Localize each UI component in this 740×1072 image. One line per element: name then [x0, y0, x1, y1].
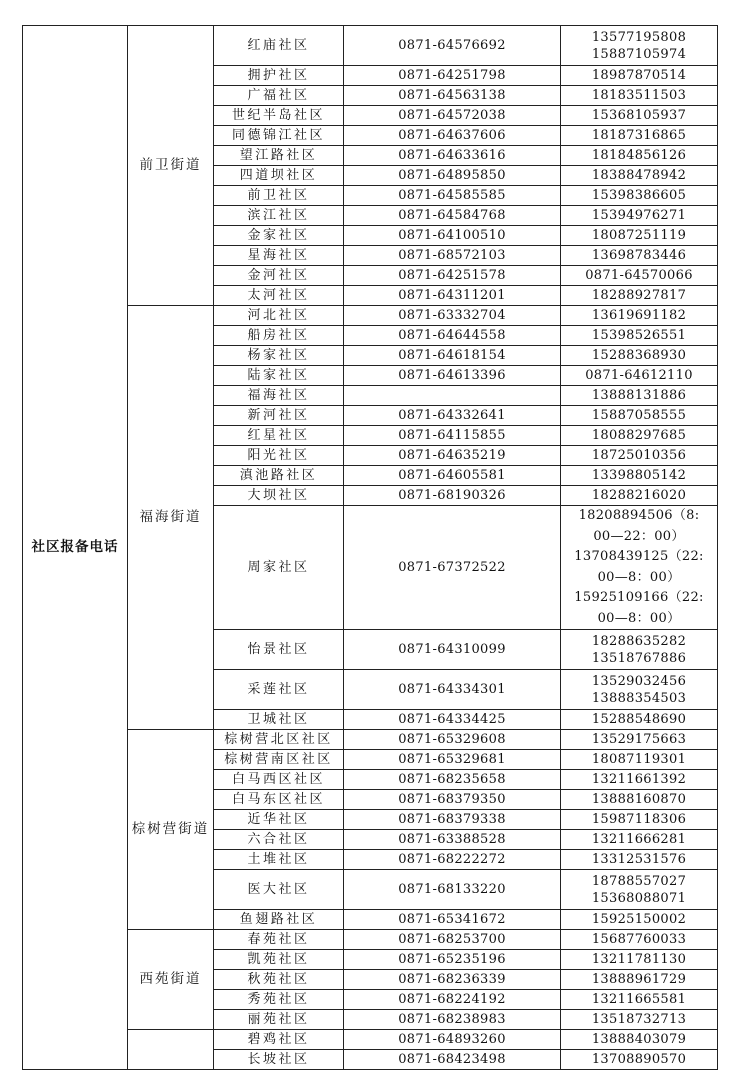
office-phone-cell: 0871-68572103 — [344, 246, 561, 266]
mobile-phone-cell — [561, 630, 718, 670]
mobile-phone-line: 00—8：00） — [597, 569, 681, 585]
mobile-phone-cell — [561, 86, 718, 106]
community-name-cell: 周家社区 — [214, 506, 344, 630]
office-phone-cell: 0871-64633616 — [344, 146, 561, 166]
mobile-phone-line: 13398805142 — [591, 468, 687, 483]
community-name-cell: 红星社区 — [214, 426, 344, 446]
office-phone-cell: 0871-64251798 — [344, 66, 561, 86]
street-cell: 西苑街道 — [128, 930, 214, 1030]
community-name-cell: 广福社区 — [214, 86, 344, 106]
community-name-cell: 世纪半岛社区 — [214, 106, 344, 126]
office-phone-cell: 0871-68253700 — [344, 930, 561, 950]
mobile-phone-line: 13211665581 — [591, 992, 687, 1007]
office-phone-cell: 0871-64644558 — [344, 326, 561, 346]
office-phone-cell: 0871-68222272 — [344, 850, 561, 870]
mobile-phone-line: 15368088071 — [591, 890, 687, 906]
mobile-phone-cell — [561, 366, 718, 386]
community-name-cell: 前卫社区 — [214, 186, 344, 206]
office-phone-cell: 0871-64334301 — [344, 670, 561, 710]
mobile-phone-cell — [561, 126, 718, 146]
mobile-phone-line: 18183511503 — [591, 88, 687, 103]
office-phone-cell: 0871-64613396 — [344, 366, 561, 386]
street-cell: 福海街道 — [128, 306, 214, 730]
office-phone-cell: 0871-64100510 — [344, 226, 561, 246]
office-phone-cell: 0871-67372522 — [344, 506, 561, 630]
mobile-phone-cell — [561, 790, 718, 810]
community-name-cell: 船房社区 — [214, 326, 344, 346]
mobile-phone-cell — [561, 830, 718, 850]
table-body — [23, 26, 718, 1070]
mobile-phone-line: 15687760033 — [591, 932, 687, 947]
mobile-phone-cell — [561, 166, 718, 186]
community-name-cell: 阳光社区 — [214, 446, 344, 466]
mobile-phone-cell — [561, 426, 718, 446]
mobile-phone-cell — [561, 506, 718, 630]
mobile-phone-line: 18088297685 — [591, 428, 687, 443]
community-name-cell: 土堆社区 — [214, 850, 344, 870]
office-phone-cell: 0871-64893260 — [344, 1030, 561, 1050]
office-phone-cell: 0871-68238983 — [344, 1010, 561, 1030]
office-phone-cell: 0871-65235196 — [344, 950, 561, 970]
community-name-cell: 同德锦江社区 — [214, 126, 344, 146]
mobile-phone-cell — [561, 910, 718, 930]
mobile-phone-line: 13529175663 — [591, 732, 687, 747]
mobile-phone-line: 15925109166（22: — [574, 590, 704, 605]
mobile-phone-line: 18087251119 — [591, 228, 687, 243]
mobile-phone-line: 13577195808 — [591, 29, 687, 45]
mobile-phone-line: 18288927817 — [591, 288, 687, 303]
mobile-phone-line: 13518732713 — [591, 1012, 687, 1027]
mobile-phone-cell — [561, 386, 718, 406]
mobile-phone-line: 15398386605 — [591, 188, 687, 203]
mobile-phone-line: 18725010356 — [591, 448, 687, 463]
office-phone-cell: 0871-64332641 — [344, 406, 561, 426]
mobile-phone-cell — [561, 246, 718, 266]
community-name-cell: 金河社区 — [214, 266, 344, 286]
mobile-phone-cell — [561, 446, 718, 466]
community-name-cell: 采莲社区 — [214, 670, 344, 710]
table-row — [23, 930, 718, 950]
mobile-phone-cell — [561, 1050, 718, 1070]
mobile-phone-cell — [561, 870, 718, 910]
office-phone-cell: 0871-68379350 — [344, 790, 561, 810]
office-phone-cell: 0871-64618154 — [344, 346, 561, 366]
office-phone-cell: 0871-68224192 — [344, 990, 561, 1010]
mobile-phone-cell — [561, 1010, 718, 1030]
mobile-phone-line: 13888961729 — [591, 972, 687, 987]
mobile-phone-cell — [561, 670, 718, 710]
mobile-phone-line: 15925150002 — [591, 912, 687, 927]
mobile-phone-cell — [561, 306, 718, 326]
mobile-phone-cell — [561, 186, 718, 206]
mobile-phone-cell — [561, 226, 718, 246]
community-name-cell: 陆家社区 — [214, 366, 344, 386]
mobile-phone-line: 13619691182 — [591, 308, 687, 323]
mobile-phone-line: 18208894506（8: — [578, 508, 700, 523]
community-name-cell: 星海社区 — [214, 246, 344, 266]
street-cell: 前卫街道 — [128, 26, 214, 306]
mobile-phone-cell — [561, 106, 718, 126]
office-phone-cell: 0871-64584768 — [344, 206, 561, 226]
mobile-phone-line: 13708439125（22: — [574, 549, 704, 564]
mobile-phone-line: 13211666281 — [591, 832, 687, 847]
office-phone-cell: 0871-68236339 — [344, 970, 561, 990]
mobile-phone-line: 13708890570 — [591, 1052, 687, 1067]
mobile-phone-line: 13529032456 — [591, 673, 687, 689]
mobile-phone-cell — [561, 850, 718, 870]
mobile-phone-line: 18288216020 — [591, 488, 687, 503]
office-phone-cell: 0871-64585585 — [344, 186, 561, 206]
office-phone-cell: 0871-64251578 — [344, 266, 561, 286]
mobile-phone-line: 15288548690 — [591, 712, 687, 727]
mobile-phone-cell — [561, 206, 718, 226]
mobile-phone-line: 13698783446 — [591, 248, 687, 263]
mobile-phone-line: 18388478942 — [591, 168, 687, 183]
mobile-phone-cell — [561, 750, 718, 770]
table-label-cell: 社区报备电话 — [23, 26, 128, 1070]
community-name-cell: 滨江社区 — [214, 206, 344, 226]
mobile-phone-line: 13312531576 — [591, 852, 687, 867]
office-phone-cell: 0871-64115855 — [344, 426, 561, 446]
community-name-cell: 红庙社区 — [214, 26, 344, 66]
table-row — [23, 730, 718, 750]
mobile-phone-line: 18187316865 — [591, 128, 687, 143]
mobile-phone-line: 13888354503 — [591, 690, 687, 706]
mobile-phone-line: 15398526551 — [591, 328, 687, 343]
mobile-phone-line: 0871-64612110 — [585, 368, 693, 383]
community-name-cell: 新河社区 — [214, 406, 344, 426]
mobile-phone-cell — [561, 26, 718, 66]
community-name-cell: 棕树营北区社区 — [214, 730, 344, 750]
mobile-phone-cell — [561, 266, 718, 286]
office-phone-cell: 0871-65329608 — [344, 730, 561, 750]
mobile-phone-cell — [561, 770, 718, 790]
community-name-cell: 近华社区 — [214, 810, 344, 830]
office-phone-cell: 0871-64635219 — [344, 446, 561, 466]
mobile-phone-cell — [561, 146, 718, 166]
office-phone-cell: 0871-68423498 — [344, 1050, 561, 1070]
office-phone-cell: 0871-64334425 — [344, 710, 561, 730]
community-phone-table — [22, 25, 718, 1070]
mobile-phone-line: 18184856126 — [591, 148, 687, 163]
community-name-cell: 滇池路社区 — [214, 466, 344, 486]
community-name-cell: 棕树营南区社区 — [214, 750, 344, 770]
street-cell: 棕树营街道 — [128, 730, 214, 930]
office-phone-cell: 0871-64576692 — [344, 26, 561, 66]
table-row — [23, 1030, 718, 1050]
mobile-phone-cell — [561, 730, 718, 750]
mobile-phone-line: 15887105974 — [591, 46, 687, 62]
mobile-phone-line: 13518767886 — [591, 650, 687, 666]
community-name-cell: 凯苑社区 — [214, 950, 344, 970]
mobile-phone-line: 15288368930 — [591, 348, 687, 363]
mobile-phone-cell — [561, 66, 718, 86]
office-phone-cell: 0871-64311201 — [344, 286, 561, 306]
office-phone-cell: 0871-68190326 — [344, 486, 561, 506]
mobile-phone-cell — [561, 950, 718, 970]
mobile-phone-cell — [561, 486, 718, 506]
mobile-phone-cell — [561, 1030, 718, 1050]
mobile-phone-line: 13888403079 — [591, 1032, 687, 1047]
community-name-cell: 鱼翅路社区 — [214, 910, 344, 930]
office-phone-cell: 0871-64310099 — [344, 630, 561, 670]
community-name-cell: 大坝社区 — [214, 486, 344, 506]
office-phone-cell — [344, 386, 561, 406]
office-phone-cell: 0871-68379338 — [344, 810, 561, 830]
mobile-phone-cell — [561, 710, 718, 730]
mobile-phone-cell — [561, 990, 718, 1010]
mobile-phone-line: 18087119301 — [591, 752, 687, 767]
community-name-cell: 秋苑社区 — [214, 970, 344, 990]
mobile-phone-cell — [561, 286, 718, 306]
community-name-cell: 白马西区社区 — [214, 770, 344, 790]
office-phone-cell: 0871-68133220 — [344, 870, 561, 910]
community-name-cell: 河北社区 — [214, 306, 344, 326]
mobile-phone-cell — [561, 810, 718, 830]
office-phone-cell: 0871-63332704 — [344, 306, 561, 326]
community-name-cell: 杨家社区 — [214, 346, 344, 366]
community-name-cell: 丽苑社区 — [214, 1010, 344, 1030]
mobile-phone-line: 00—8：00） — [597, 610, 681, 626]
mobile-phone-line: 13211781130 — [591, 952, 687, 967]
mobile-phone-cell — [561, 326, 718, 346]
community-name-cell: 白马东区社区 — [214, 790, 344, 810]
office-phone-cell: 0871-64637606 — [344, 126, 561, 146]
mobile-phone-line: 13888160870 — [591, 792, 687, 807]
community-name-cell: 碧鸡社区 — [214, 1030, 344, 1050]
community-name-cell: 医大社区 — [214, 870, 344, 910]
community-name-cell: 望江路社区 — [214, 146, 344, 166]
office-phone-cell: 0871-64605581 — [344, 466, 561, 486]
community-name-cell: 秀苑社区 — [214, 990, 344, 1010]
phone-directory-sheet — [22, 25, 718, 1070]
table-row — [23, 26, 718, 66]
community-name-cell: 金家社区 — [214, 226, 344, 246]
office-phone-cell: 0871-65329681 — [344, 750, 561, 770]
mobile-phone-line: 18788557027 — [591, 873, 687, 889]
mobile-phone-cell — [561, 970, 718, 990]
mobile-phone-line: 00—22：00） — [593, 528, 685, 544]
office-phone-cell: 0871-68235658 — [344, 770, 561, 790]
community-name-cell: 长坡社区 — [214, 1050, 344, 1070]
community-name-cell: 卫城社区 — [214, 710, 344, 730]
community-name-cell: 四道坝社区 — [214, 166, 344, 186]
community-name-cell: 福海社区 — [214, 386, 344, 406]
community-name-cell: 怡景社区 — [214, 630, 344, 670]
office-phone-cell: 0871-63388528 — [344, 830, 561, 850]
mobile-phone-cell — [561, 466, 718, 486]
mobile-phone-line: 0871-64570066 — [585, 268, 693, 283]
community-name-cell: 太河社区 — [214, 286, 344, 306]
mobile-phone-line: 15987118306 — [591, 812, 687, 827]
street-cell — [128, 1030, 214, 1070]
mobile-phone-line: 18288635282 — [591, 633, 687, 649]
mobile-phone-line: 15887058555 — [591, 408, 687, 423]
mobile-phone-line: 15394976271 — [591, 208, 687, 223]
table-row — [23, 306, 718, 326]
mobile-phone-line: 15368105937 — [591, 108, 687, 123]
office-phone-cell: 0871-64563138 — [344, 86, 561, 106]
office-phone-cell: 0871-64895850 — [344, 166, 561, 186]
office-phone-cell: 0871-64572038 — [344, 106, 561, 126]
community-name-cell: 春苑社区 — [214, 930, 344, 950]
community-name-cell: 六合社区 — [214, 830, 344, 850]
mobile-phone-cell — [561, 406, 718, 426]
mobile-phone-line: 13888131886 — [591, 388, 687, 403]
mobile-phone-line: 13211661392 — [591, 772, 687, 787]
mobile-phone-line: 18987870514 — [591, 68, 687, 83]
mobile-phone-cell — [561, 346, 718, 366]
office-phone-cell: 0871-65341672 — [344, 910, 561, 930]
community-name-cell: 拥护社区 — [214, 66, 344, 86]
mobile-phone-cell — [561, 930, 718, 950]
